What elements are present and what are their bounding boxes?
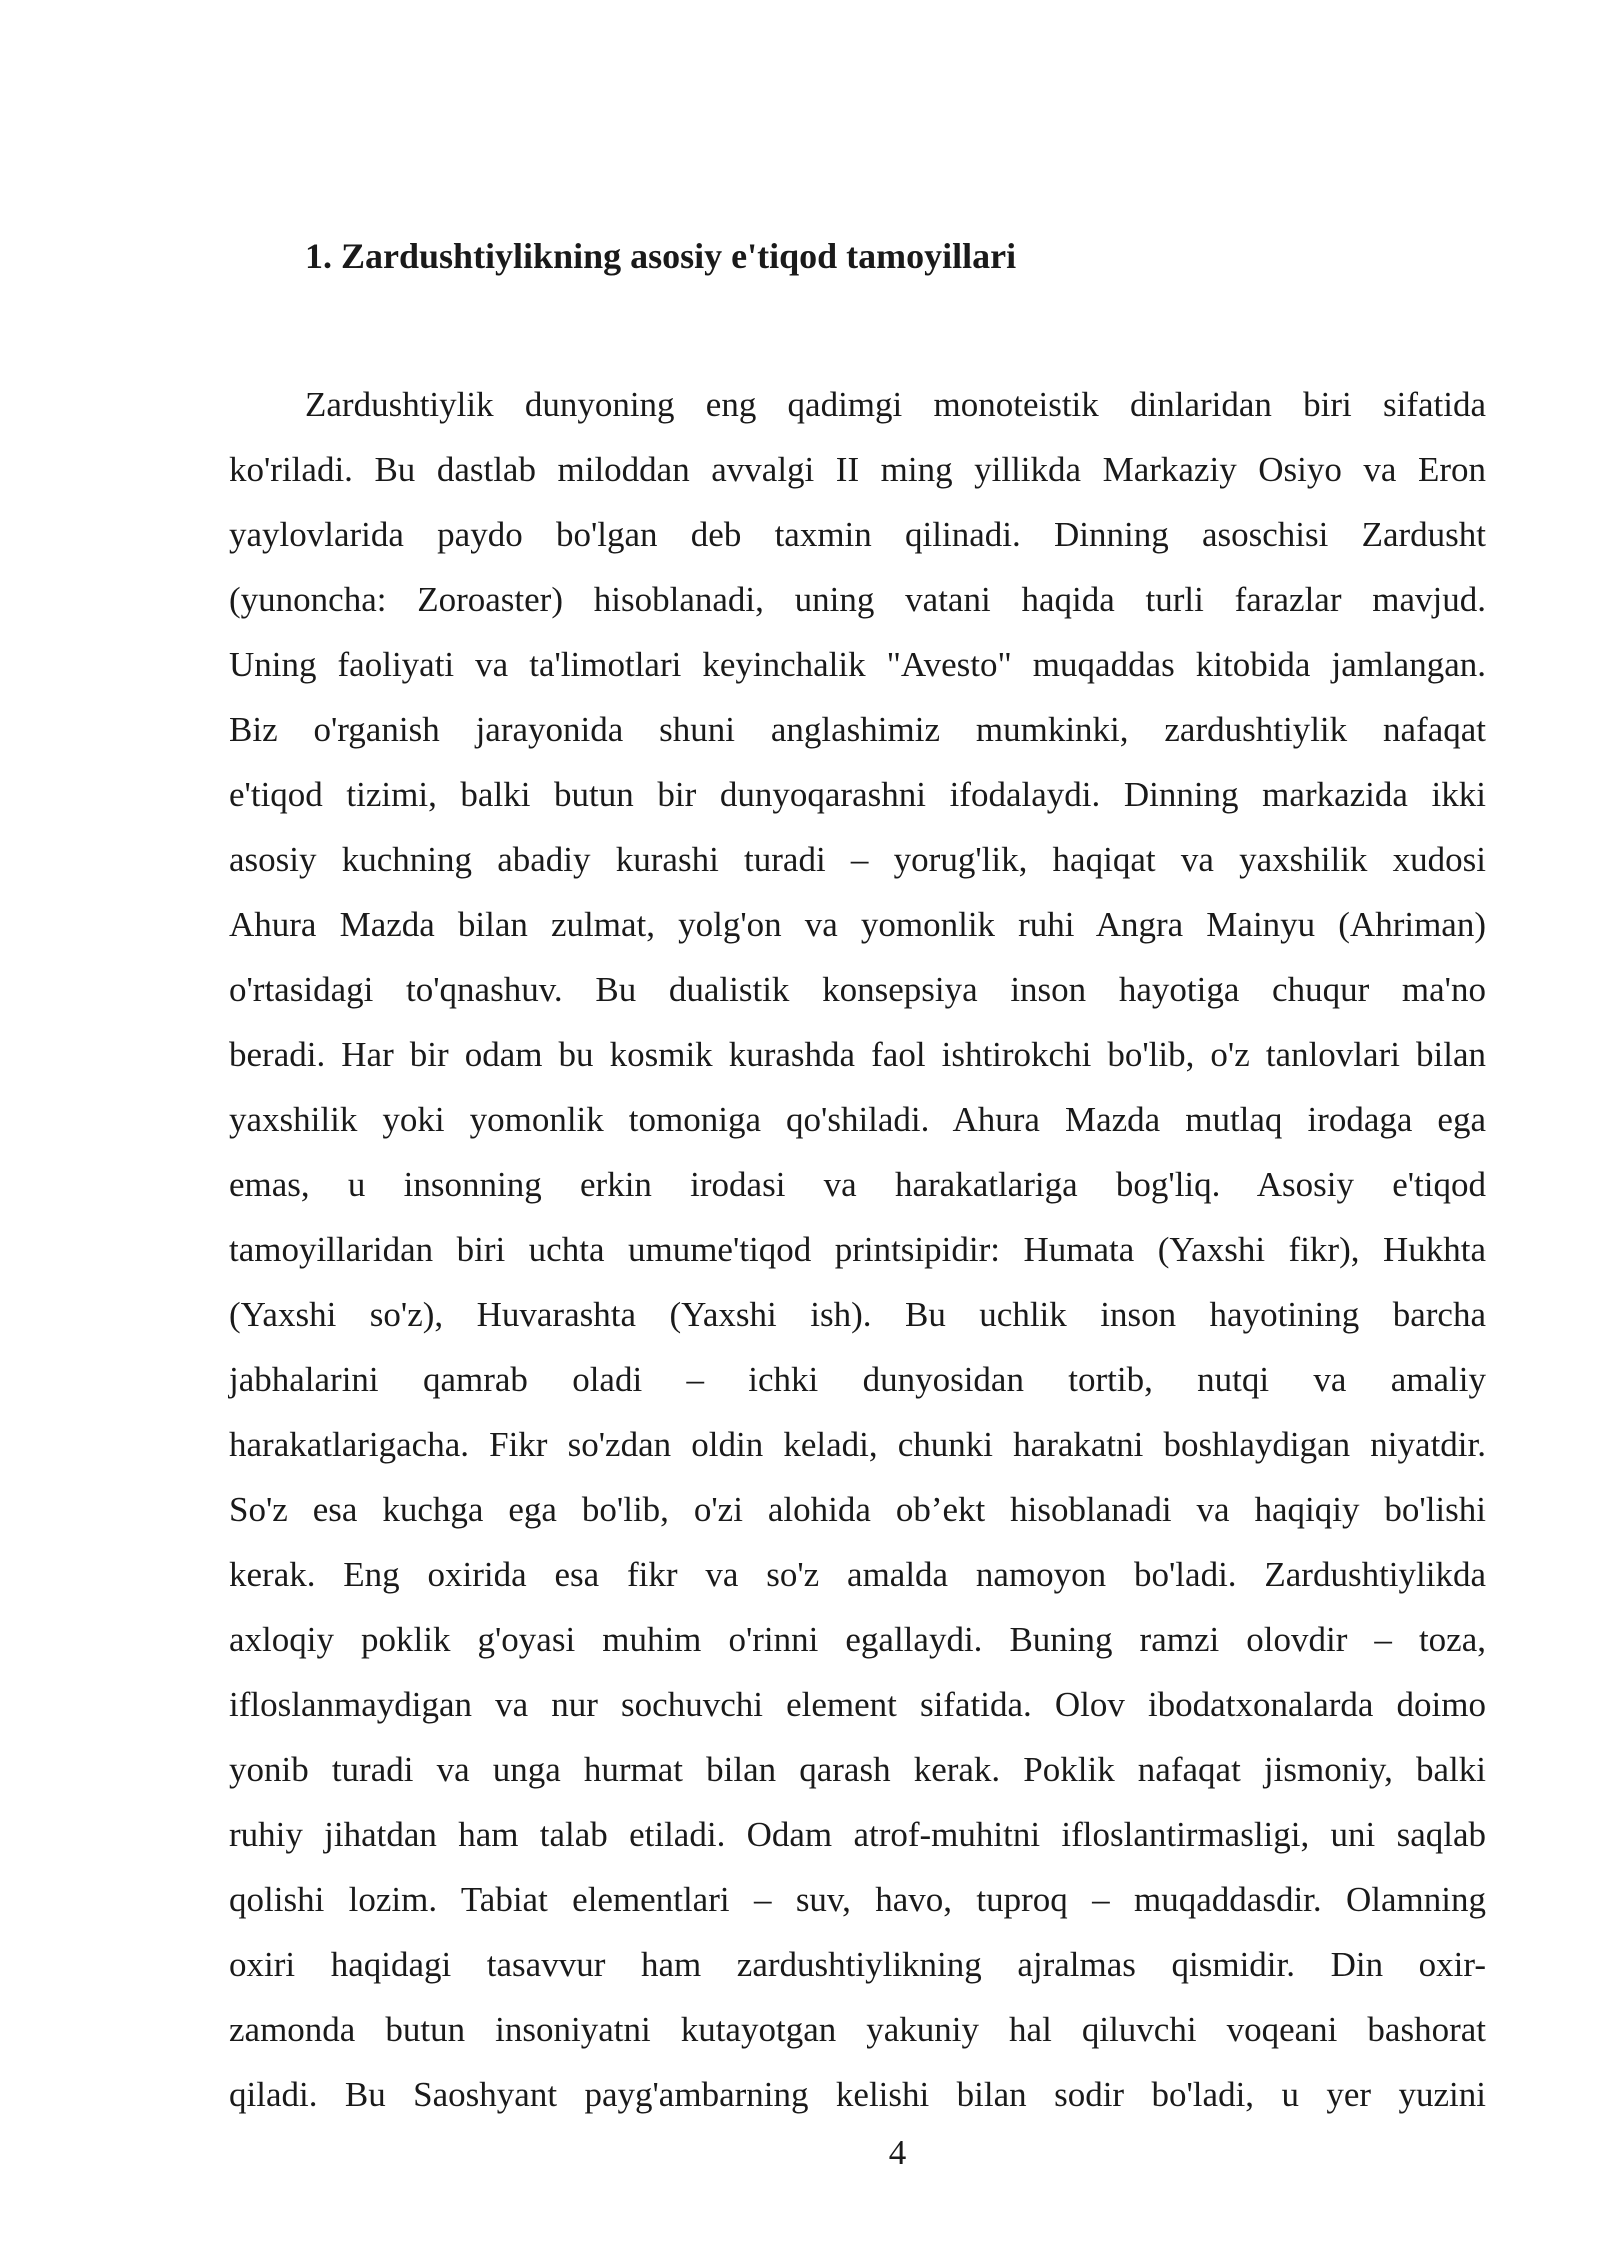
paragraph-line: Ahura Mazda bilan zulmat, yolg'on va yomonlik ruhi Angra Mainyu (Ahriman): [229, 905, 1486, 944]
paragraph-line: ifloslanmaydigan va nur sochuvchi element sifatida. Olov ibodatxonalarda doimo: [229, 1685, 1486, 1724]
paragraph-line: (Yaxshi so'z), Huvarashta (Yaxshi ish). Bu uchlik inson hayotining barcha: [229, 1295, 1486, 1334]
paragraph-line: ko'riladi. Bu dastlab miloddan avvalgi II ming yillikda Markaziy Osiyo va Eron: [229, 450, 1486, 489]
paragraph-line: kerak. Eng oxirida esa fikr va so'z amalda namoyon bo'ladi. Zardushtiylikda: [229, 1555, 1486, 1594]
paragraph-line: emas, u insonning erkin irodasi va harakatlariga bog'liq. Asosiy e'tiqod: [229, 1165, 1486, 1204]
paragraph-line: ruhiy jihatdan ham talab etiladi. Odam atrof-muhitni ifloslantirmasligi, uni saqlab: [229, 1815, 1486, 1854]
paragraph-line: o'rtasidagi to'qnashuv. Bu dualistik konsepsiya inson hayotiga chuqur ma'no: [229, 970, 1486, 1009]
body-paragraph: [229, 372, 1486, 2127]
paragraph-line: e'tiqod tizimi, balki butun bir dunyoqarashni ifodalaydi. Dinning markazida ikki: [229, 775, 1486, 814]
paragraph-line: yaylovlarida paydo bo'lgan deb taxmin qilinadi. Dinning asoschisi Zardusht: [229, 515, 1486, 554]
paragraph-line: oxiri haqidagi tasavvur ham zardushtiylikning ajralmas qismidir. Din oxir-: [229, 1945, 1486, 1984]
section-heading: 1. Zardushtiylikning asosiy e'tiqod tamoyillari: [305, 236, 1017, 276]
paragraph-line: Uning faoliyati va ta'limotlari keyinchalik "Avesto" muqaddas kitobida jamlangan.: [229, 645, 1486, 684]
paragraph-line: asosiy kuchning abadiy kurashi turadi – yorug'lik, haqiqat va yaxshilik xudosi: [229, 840, 1486, 879]
paragraph-line: beradi. Har bir odam bu kosmik kurashda faol ishtirokchi bo'lib, o'z tanlovlari bilan: [229, 1035, 1486, 1074]
paragraph-line: yaxshilik yoki yomonlik tomoniga qo'shiladi. Ahura Mazda mutlaq irodaga ega: [229, 1100, 1486, 1139]
paragraph-line: Zardushtiylik dunyoning eng qadimgi monoteistik dinlaridan biri sifatida: [305, 385, 1486, 424]
paragraph-line: qolishi lozim. Tabiat elementlari – suv, havo, tuproq – muqaddasdir. Olamning: [229, 1880, 1486, 1919]
paragraph-line: qiladi. Bu Saoshyant payg'ambarning kelishi bilan sodir bo'ladi, u yer yuzini: [229, 2075, 1486, 2114]
paragraph-line: So'z esa kuchga ega bo'lib, o'zi alohida ob’ekt hisoblanadi va haqiqiy bo'lishi: [229, 1490, 1486, 1529]
paragraph-line: axloqiy poklik g'oyasi muhim o'rinni egallaydi. Buning ramzi olovdir – toza,: [229, 1620, 1486, 1659]
paragraph-line: tamoyillaridan biri uchta umume'tiqod printsipidir: Humata (Yaxshi fikr), Hukhta: [229, 1230, 1486, 1269]
paragraph-line: (yunoncha: Zoroaster) hisoblanadi, uning vatani haqida turli farazlar mavjud.: [229, 580, 1486, 619]
paragraph-line: zamonda butun insoniyatni kutayotgan yakuniy hal qiluvchi voqeani bashorat: [229, 2010, 1486, 2049]
paragraph-line: jabhalarini qamrab oladi – ichki dunyosidan tortib, nutqi va amaliy: [229, 1360, 1486, 1399]
paragraph-line: harakatlarigacha. Fikr so'zdan oldin keladi, chunki harakatni boshlaydigan niyatdir.: [229, 1425, 1486, 1464]
paragraph-line: Biz o'rganish jarayonida shuni anglashimiz mumkinki, zardushtiylik nafaqat: [229, 710, 1486, 749]
page-number: 4: [888, 2133, 907, 2172]
paragraph-line: yonib turadi va unga hurmat bilan qarash kerak. Poklik nafaqat jismoniy, balki: [229, 1750, 1486, 1789]
